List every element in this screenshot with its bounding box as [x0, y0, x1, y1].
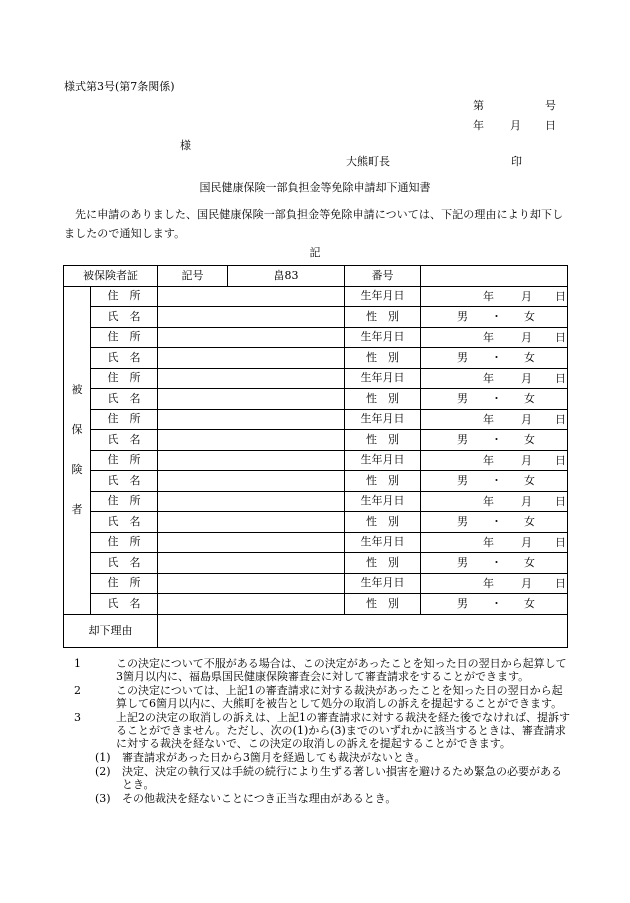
- insured-name-row: [64, 594, 568, 615]
- note-number: 2: [74, 684, 81, 697]
- address-value[interactable]: [158, 409, 345, 430]
- recipient-honorific: 様: [180, 139, 191, 152]
- birth-label: 生年月日: [345, 409, 421, 430]
- sex-label: 性 別: [345, 594, 421, 615]
- birth-month-label: 月: [521, 412, 532, 426]
- address-label: 住 所: [91, 409, 158, 430]
- sex-label: 性 別: [345, 348, 421, 369]
- birth-year-label: 年: [483, 371, 494, 385]
- birth-date-value[interactable]: [421, 286, 568, 307]
- male-option[interactable]: 男: [457, 556, 468, 569]
- doc-number-prefix: 第: [473, 99, 484, 112]
- note-item: [64, 684, 570, 710]
- male-option[interactable]: 男: [457, 392, 468, 405]
- name-value[interactable]: [158, 512, 345, 533]
- birth-month-label: 月: [521, 289, 532, 303]
- birth-month-label: 月: [521, 576, 532, 590]
- separator-dot: ・: [491, 474, 502, 487]
- birth-month-label: 月: [521, 330, 532, 344]
- sub-note-item: [64, 765, 570, 791]
- name-label: 氏 名: [91, 471, 158, 492]
- female-option[interactable]: 女: [524, 310, 535, 323]
- insured-table: [63, 265, 568, 648]
- sub-note-item: [64, 792, 570, 805]
- insurance-card-row: [64, 266, 568, 287]
- male-option[interactable]: 男: [457, 433, 468, 446]
- birth-day-label: 日: [555, 576, 566, 590]
- notes-section: [64, 657, 570, 806]
- ki-heading: 記: [309, 246, 321, 259]
- address-label: 住 所: [91, 327, 158, 348]
- address-value[interactable]: [158, 491, 345, 512]
- sex-label: 性 別: [345, 307, 421, 328]
- birth-month-label: 月: [521, 453, 532, 467]
- address-value[interactable]: [158, 450, 345, 471]
- female-option[interactable]: 女: [524, 433, 535, 446]
- name-label: 氏 名: [91, 389, 158, 410]
- birth-date-value[interactable]: [421, 532, 568, 553]
- insured-label-char: 保: [71, 423, 83, 436]
- separator-dot: ・: [491, 433, 502, 446]
- reason-label: 却下理由: [64, 614, 158, 647]
- male-option[interactable]: 男: [457, 515, 468, 528]
- name-label: 氏 名: [91, 594, 158, 615]
- male-option[interactable]: 男: [457, 351, 468, 364]
- birth-label: 生年月日: [345, 327, 421, 348]
- insured-name-row: [64, 471, 568, 492]
- birth-year-label: 年: [483, 412, 494, 426]
- separator-dot: ・: [491, 392, 502, 405]
- sex-value[interactable]: [421, 307, 568, 328]
- sub-note-number: (1): [95, 751, 111, 764]
- insured-address-row: [64, 409, 568, 430]
- body-text: 先に申請のありました、国民健康保険一部負担金等免除申請については、下記の理由により却下しましたので通知します。: [64, 208, 564, 240]
- name-value[interactable]: [158, 348, 345, 369]
- name-value[interactable]: [158, 471, 345, 492]
- address-label: 住 所: [91, 368, 158, 389]
- name-label: 氏 名: [91, 512, 158, 533]
- birth-label: 生年月日: [345, 573, 421, 594]
- sub-note-number: (3): [95, 792, 111, 805]
- sex-value[interactable]: [421, 430, 568, 451]
- birth-day-label: 日: [555, 289, 566, 303]
- name-label: 氏 名: [91, 430, 158, 451]
- birth-date-value[interactable]: [421, 409, 568, 430]
- birth-date-value[interactable]: [421, 327, 568, 348]
- birth-year-label: 年: [483, 494, 494, 508]
- address-label: 住 所: [91, 573, 158, 594]
- address-value[interactable]: [158, 327, 345, 348]
- insured-address-row: [64, 491, 568, 512]
- sex-value[interactable]: [421, 471, 568, 492]
- separator-dot: ・: [491, 515, 502, 528]
- date-month-label: 月: [510, 119, 521, 132]
- name-label: 氏 名: [91, 553, 158, 574]
- birth-day-label: 日: [555, 494, 566, 508]
- sex-label: 性 別: [345, 512, 421, 533]
- female-option[interactable]: 女: [524, 474, 535, 487]
- birth-month-label: 月: [521, 494, 532, 508]
- insured-label-char: 被: [71, 383, 83, 396]
- insured-address-row: [64, 532, 568, 553]
- sub-note-text: 決定、決定の執行又は手続の続行により生ずる著しい損害を避けるため緊急の必要があるとき。: [122, 765, 562, 791]
- male-option[interactable]: 男: [457, 474, 468, 487]
- birth-date-value[interactable]: [421, 573, 568, 594]
- female-option[interactable]: 女: [524, 597, 535, 610]
- bango-value: [421, 266, 568, 287]
- bango-label: 番号: [345, 266, 421, 287]
- insured-address-row: [64, 368, 568, 389]
- birth-day-label: 日: [555, 330, 566, 344]
- insured-name-row: [64, 553, 568, 574]
- sub-note-text: 審査請求があった日から3箇月を経過しても裁決がないとき。: [122, 751, 426, 764]
- sex-label: 性 別: [345, 553, 421, 574]
- address-value[interactable]: [158, 532, 345, 553]
- note-text: 上記2の決定の取消しの訴えは、上記1の審査請求に対する裁決を経た後でなければ、提訴することができません。ただし、次の(1)から(3)までのいずれかに該当するときは、審査請求に対する裁決を経ないで、この決定の取消しの訴えを提起することができます。: [116, 711, 570, 750]
- birth-day-label: 日: [555, 535, 566, 549]
- birth-label: 生年月日: [345, 368, 421, 389]
- female-option[interactable]: 女: [524, 515, 535, 528]
- insurance-card-label: 被保険者証: [64, 266, 158, 287]
- address-label: 住 所: [91, 286, 158, 307]
- address-label: 住 所: [91, 450, 158, 471]
- separator-dot: ・: [491, 597, 502, 610]
- sub-note-text: その他裁決を経ないことにつき正当な理由があるとき。: [122, 792, 397, 805]
- address-value[interactable]: [158, 286, 345, 307]
- birth-month-label: 月: [521, 371, 532, 385]
- reason-row: [64, 614, 568, 647]
- name-label: 氏 名: [91, 348, 158, 369]
- address-value[interactable]: [158, 368, 345, 389]
- insured-label: [64, 286, 91, 614]
- birth-date-value[interactable]: [421, 368, 568, 389]
- insured-label-char: 者: [71, 503, 83, 516]
- issuer-name: 大熊町長: [346, 155, 390, 168]
- insured-name-row: [64, 389, 568, 410]
- birth-label: 生年月日: [345, 532, 421, 553]
- document-title: 国民健康保険一部負担金等免除申請却下通知書: [199, 181, 431, 194]
- sex-value[interactable]: [421, 553, 568, 574]
- form-number: 様式第3号(第7条関係): [64, 80, 175, 93]
- note-number: 3: [74, 711, 81, 724]
- name-value[interactable]: [158, 307, 345, 328]
- note-item: [64, 657, 570, 683]
- address-label: 住 所: [91, 532, 158, 553]
- female-option[interactable]: 女: [524, 351, 535, 364]
- note-text: この決定については、上記1の審査請求に対する裁決があったことを知った日の翌日から起算して6箇月以内に、大熊町を被告として処分の取消しの訴えを提起することができます。: [116, 684, 563, 710]
- sub-note-number: (2): [95, 765, 111, 778]
- birth-day-label: 日: [555, 371, 566, 385]
- insured-label-char: 険: [71, 463, 83, 476]
- birth-date-value[interactable]: [421, 491, 568, 512]
- birth-month-label: 月: [521, 535, 532, 549]
- insured-address-row: [64, 573, 568, 594]
- birth-year-label: 年: [483, 289, 494, 303]
- separator-dot: ・: [491, 556, 502, 569]
- doc-number-suffix: 号: [545, 99, 556, 112]
- separator-dot: ・: [491, 310, 502, 323]
- name-value[interactable]: [158, 389, 345, 410]
- birth-day-label: 日: [555, 453, 566, 467]
- insured-address-row: [64, 327, 568, 348]
- address-value[interactable]: [158, 573, 345, 594]
- insured-name-row: [64, 512, 568, 533]
- birth-year-label: 年: [483, 330, 494, 344]
- name-label: 氏 名: [91, 307, 158, 328]
- date-year-label: 年: [473, 119, 484, 132]
- note-item: [64, 711, 570, 750]
- name-value[interactable]: [158, 594, 345, 615]
- male-option[interactable]: 男: [457, 597, 468, 610]
- sex-label: 性 別: [345, 471, 421, 492]
- insured-address-row: [64, 450, 568, 471]
- insured-name-row: [64, 430, 568, 451]
- insured-name-row: [64, 348, 568, 369]
- birth-label: 生年月日: [345, 286, 421, 307]
- separator-dot: ・: [491, 351, 502, 364]
- birth-day-label: 日: [555, 412, 566, 426]
- sex-value[interactable]: [421, 512, 568, 533]
- sex-label: 性 別: [345, 430, 421, 451]
- address-label: 住 所: [91, 491, 158, 512]
- birth-label: 生年月日: [345, 491, 421, 512]
- sub-note-item: [64, 751, 570, 764]
- female-option[interactable]: 女: [524, 392, 535, 405]
- kigo-label: 記号: [158, 266, 228, 287]
- birth-date-value[interactable]: [421, 450, 568, 471]
- kigo-value: 畠83: [228, 266, 345, 287]
- name-value[interactable]: [158, 430, 345, 451]
- note-number: 1: [74, 657, 81, 670]
- note-text: この決定について不服がある場合は、この決定があったことを知った日の翌日から起算して3箇月以内に、福島県国民健康保険審査会に対して審査請求をすることができます。: [116, 657, 567, 683]
- birth-label: 生年月日: [345, 450, 421, 471]
- reason-value[interactable]: [158, 614, 568, 647]
- birth-year-label: 年: [483, 535, 494, 549]
- birth-year-label: 年: [483, 453, 494, 467]
- sex-value[interactable]: [421, 594, 568, 615]
- insured-address-row: [64, 286, 568, 307]
- sex-value[interactable]: [421, 389, 568, 410]
- insured-name-row: [64, 307, 568, 328]
- date-day-label: 日: [545, 119, 556, 132]
- male-option[interactable]: 男: [457, 310, 468, 323]
- sex-label: 性 別: [345, 389, 421, 410]
- female-option[interactable]: 女: [524, 556, 535, 569]
- sex-value[interactable]: [421, 348, 568, 369]
- name-value[interactable]: [158, 553, 345, 574]
- seal-mark: 印: [511, 155, 522, 168]
- birth-year-label: 年: [483, 576, 494, 590]
